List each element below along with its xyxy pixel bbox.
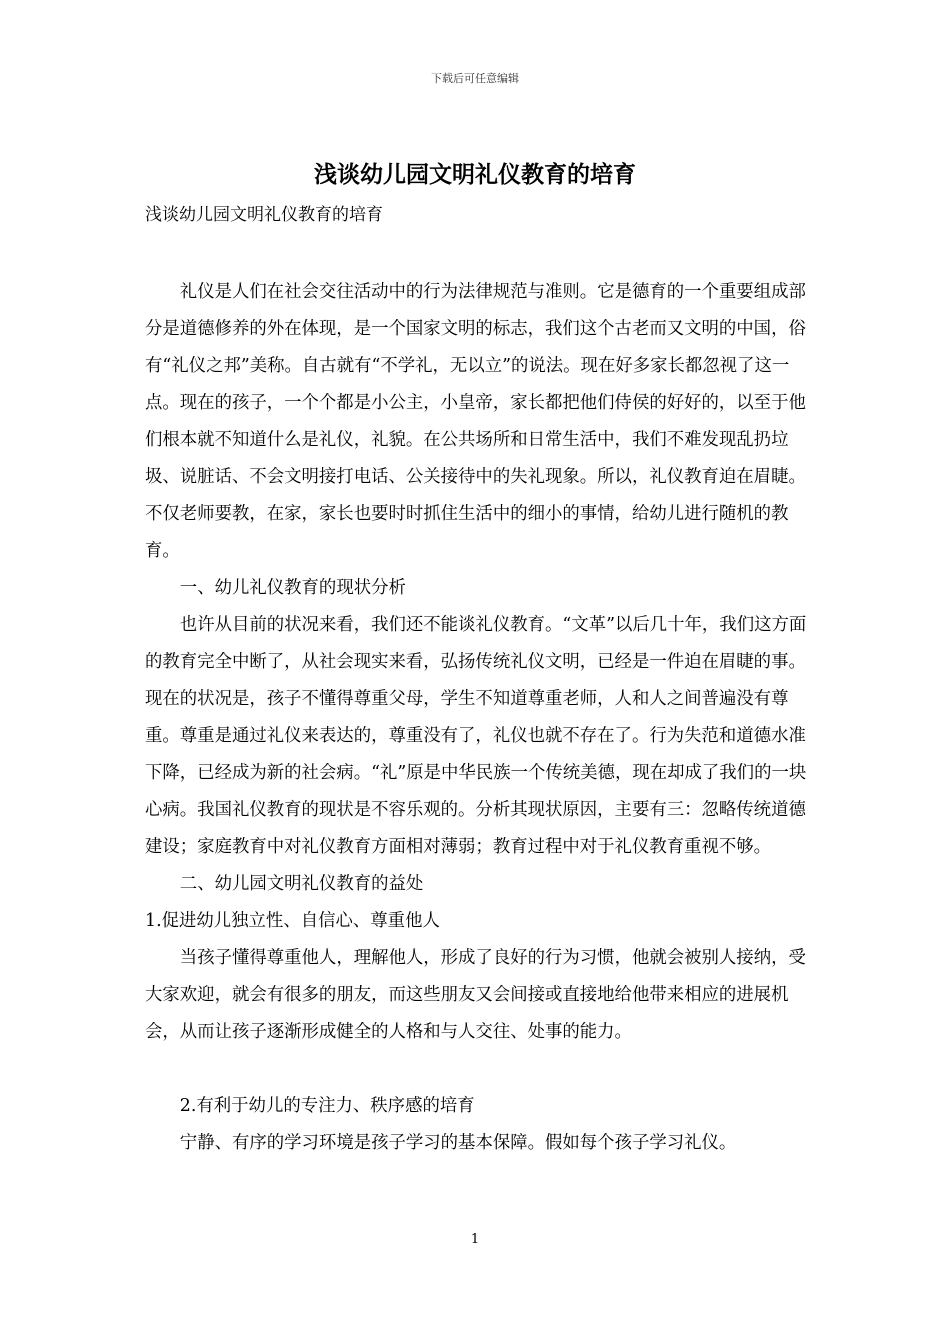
header-note: 下载后可任意编辑 (431, 72, 519, 85)
paragraph-gap (145, 1051, 810, 1088)
section-heading-2: 二、幼儿园文明礼仪教育的益处 (179, 874, 424, 894)
paragraph-intro: 礼仪是人们在社会交往活动中的行为法律规范与准则。它是德育的一个重要组成部分是道德修养的外在体现，是一个国家文明的标志，我们这个古老而又文明的中国，俗有“礼仪之邦”美称。自古就有“不学礼，无以立”的说法。现在好多家长都忽视了这一点。现在的孩子，一个个都是小公主，小皇帝，家长都把他们侍侯的好好的，以至于他们根本就不知道什么是礼仪，礼貌。在公共场所和日常生活中，我们不难发现乱扔垃圾、说脏话、不会文明接打电话、公关接待中的失礼现象。所以，礼仪教育迫在眉睫。不仅老师要教，在家，家长也要时时抓住生活中的细小的事情，给幼儿进行随机的教育。 (145, 282, 806, 561)
paragraph-benefit-2: 宁静、有序的学习环境是孩子学习的基本保障。假如每个孩子学习礼仪。 (179, 1133, 737, 1153)
section-heading-1: 一、幼儿礼仪教育的现状分析 (179, 578, 406, 598)
page-number: 1 (470, 1232, 480, 1247)
subsection-heading-1: 1.促进幼儿独立性、自信心、尊重他人 (145, 911, 440, 931)
document-title: 浅谈幼儿园文明礼仪教育的培育 (314, 161, 636, 188)
paragraph-benefit-1: 当孩子懂得尊重他人，理解他人，形成了良好的行为习惯，他就会被别人接纳，受大家欢迎，就会有很多的朋友，而这些朋友又会间接或直接地给他带来相应的进展机会，从而让孩子逐渐形成健全的人格和与人交往、处事的能力。 (145, 948, 806, 1042)
document-body (145, 274, 810, 1162)
document-subtitle: 浅谈幼儿园文明礼仪教育的培育 (145, 205, 383, 225)
subsection-heading-2: 2.有利于幼儿的专注力、秩序感的培育 (179, 1096, 475, 1116)
paragraph-status: 也许从目前的状况来看，我们还不能谈礼仪教育。“文革”以后几十年，我们这方面的教育完全中断了，从社会现实来看，弘扬传统礼仪文明，已经是一件迫在眉睫的事。现在的状况是，孩子不懂得尊重父母，学生不知道尊重老师，人和人之间普遍没有尊重。尊重是通过礼仪来表达的，尊重没有了，礼仪也就不存在了。行为失范和道德水准下降，已经成为新的社会病。“礼”原是中华民族一个传统美德，现在却成了我们的一块心病。我国礼仪教育的现状是不容乐观的。分析其现状原因，主要有三：忽略传统道德建设；家庭教育中对礼仪教育方面相对薄弱；教育过程中对于礼仪教育重视不够。 (145, 615, 807, 857)
